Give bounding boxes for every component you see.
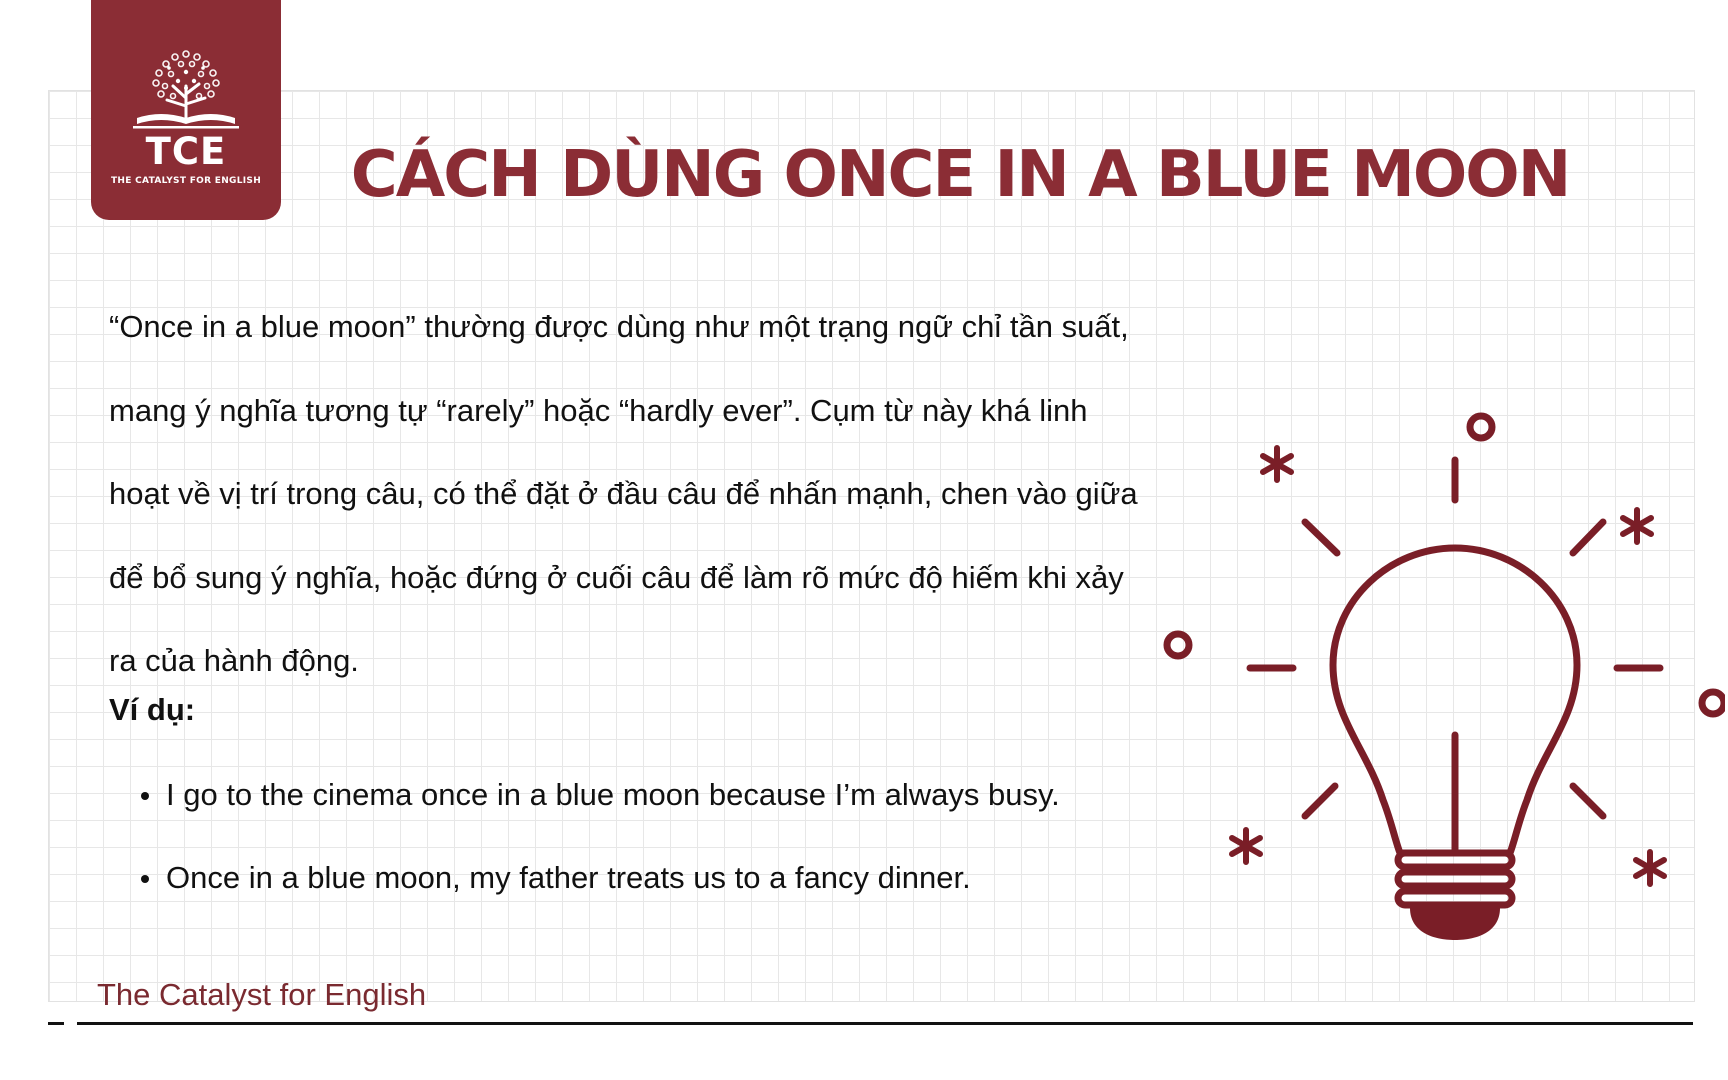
page-title: CÁCH DÙNG ONCE IN A BLUE MOON xyxy=(350,138,1570,212)
example-label: Ví dụ: xyxy=(109,692,196,727)
logo[interactable] xyxy=(91,0,281,220)
lightbulb-icon xyxy=(1155,400,1725,940)
footer-divider xyxy=(77,1022,1693,1025)
example-list xyxy=(109,775,1159,941)
logo-tagline: THE CATALYST FOR ENGLISH xyxy=(110,176,262,186)
footer-brand: The Catalyst for English xyxy=(97,977,427,1012)
footer-divider-short xyxy=(48,1022,64,1025)
logo-mark: TCE xyxy=(145,130,227,173)
example-item: I go to the cinema once in a blue moon because I’m always busy. xyxy=(109,775,1159,815)
body-paragraph: “Once in a blue moon” thường được dùng như một trạng ngữ chỉ tần suất, mang ý nghĩa tương tự “rarely” hoặc “hardly ever”. Cụm từ này khá linh hoạt về vị trí trong câu, có thể đặt ở đầu câu để nhấn mạnh, chen vào giữa để bổ sung ý nghĩa, hoặc đứng ở cuối câu để làm rõ mức độ hiếm khi xảy ra của hành động. xyxy=(109,309,1138,678)
tree-book-icon xyxy=(131,46,241,131)
example-item: Once in a blue moon, my father treats us to a fancy dinner. xyxy=(109,858,1159,898)
